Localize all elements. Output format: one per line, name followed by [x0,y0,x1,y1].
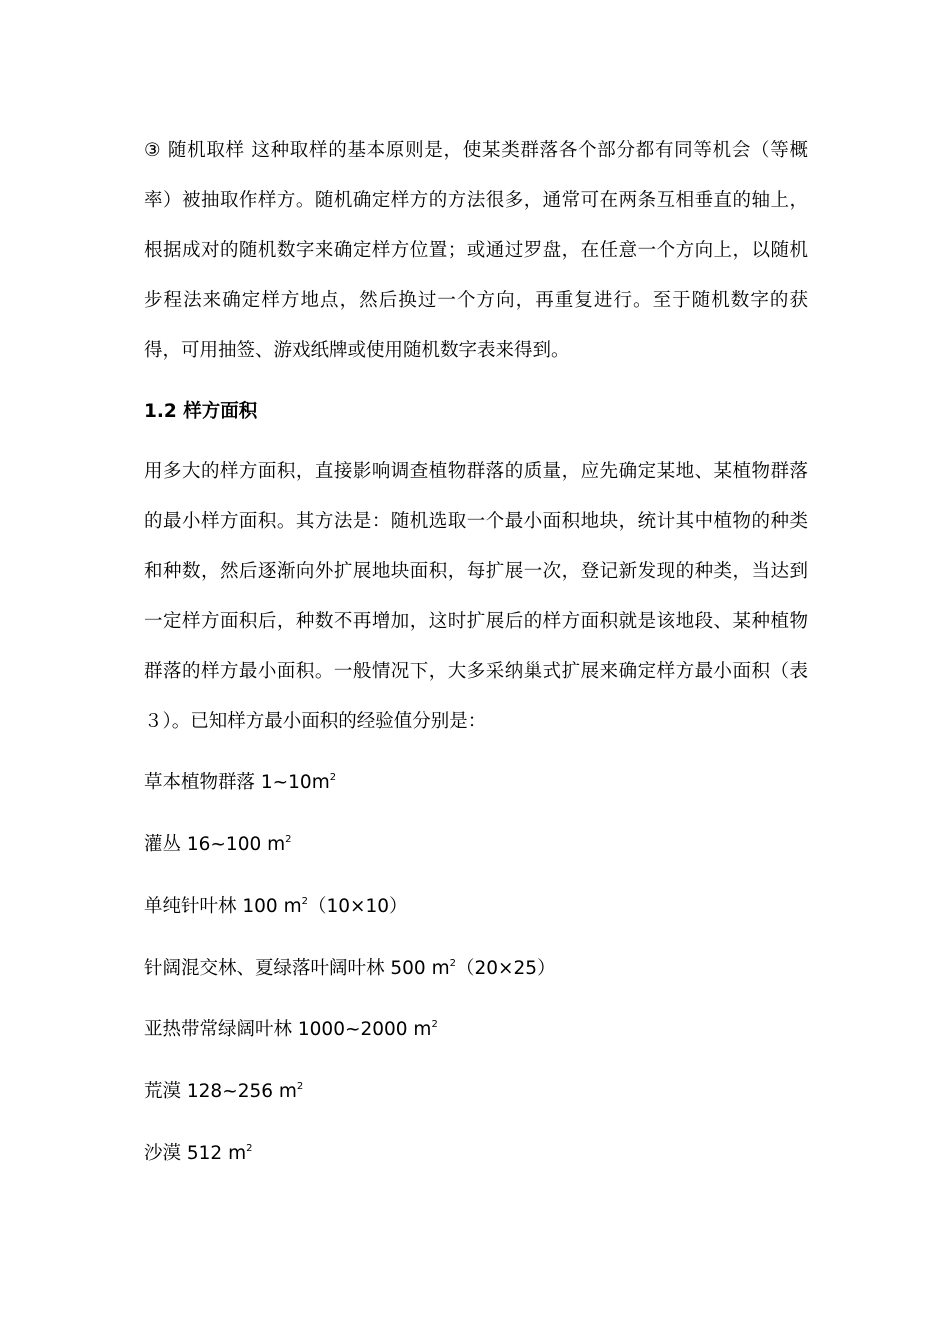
superscript: 2 [329,772,337,783]
section-heading: 1.2 样方面积 [144,401,258,422]
list-item-text: 灌丛 16~100 m [144,834,286,855]
superscript: 2 [296,1081,304,1092]
list-item-text: 亚热带常绿阔叶林 1000~2000 m [144,1019,432,1040]
list-item-text: 荒漠 128~256 m [144,1081,297,1102]
list-item-suffix: （20×25） [455,958,556,979]
superscript: 2 [449,958,456,969]
list-item [144,1015,438,1045]
list-item [144,1139,252,1169]
list-item [144,892,408,922]
list-item-suffix: （10×10） [307,896,408,917]
superscript: 2 [431,1019,438,1030]
list-item [144,1077,303,1107]
list-item-text: 草本植物群落 1~10m [144,772,330,793]
list-item [144,830,292,860]
paragraph-random-sampling: ③ 随机取样 这种取样的基本原则是，使某类群落各个部分都有同等机会（等概率）被抽取作样方。随机确定样方的方法很多，通常可在两条互相垂直的轴上，根据成对的随机数字来确定样方位置；或通过罗盘，在任意一个方向上，以随机步程法来确定样方地点，然后换过一个方向，再重复进行。至于随机数字的获得，可用抽签、游戏纸牌或使用随机数字表来得到。 [144,140,808,361]
list-item [144,768,336,798]
paragraph-quadrat-area: 用多大的样方面积，直接影响调查植物群落的质量，应先确定某地、某植物群落的最小样方面积。其方法是：随机选取一个最小面积地块，统计其中植物的种类和种数，然后逐渐向外扩展地块面积，每扩展一次，登记新发现的种类，当达到一定样方面积后，种数不再增加，这时扩展后的样方面积就是该地段、某种植物群落的样方最小面积。一般情况下，大多采纳巢式扩展来确定样方最小面积（表３）。已知样方最小面积的经验值分别是： [144,461,808,732]
superscript: 2 [285,834,292,845]
superscript: 2 [301,896,308,907]
list-item [144,954,556,984]
list-item-text: 针阔混交林、夏绿落叶阔叶林 500 m [144,958,450,979]
list-item-text: 单纯针叶林 100 m [144,896,302,917]
superscript: 2 [246,1143,253,1154]
list-item-text: 沙漠 512 m [144,1143,247,1164]
